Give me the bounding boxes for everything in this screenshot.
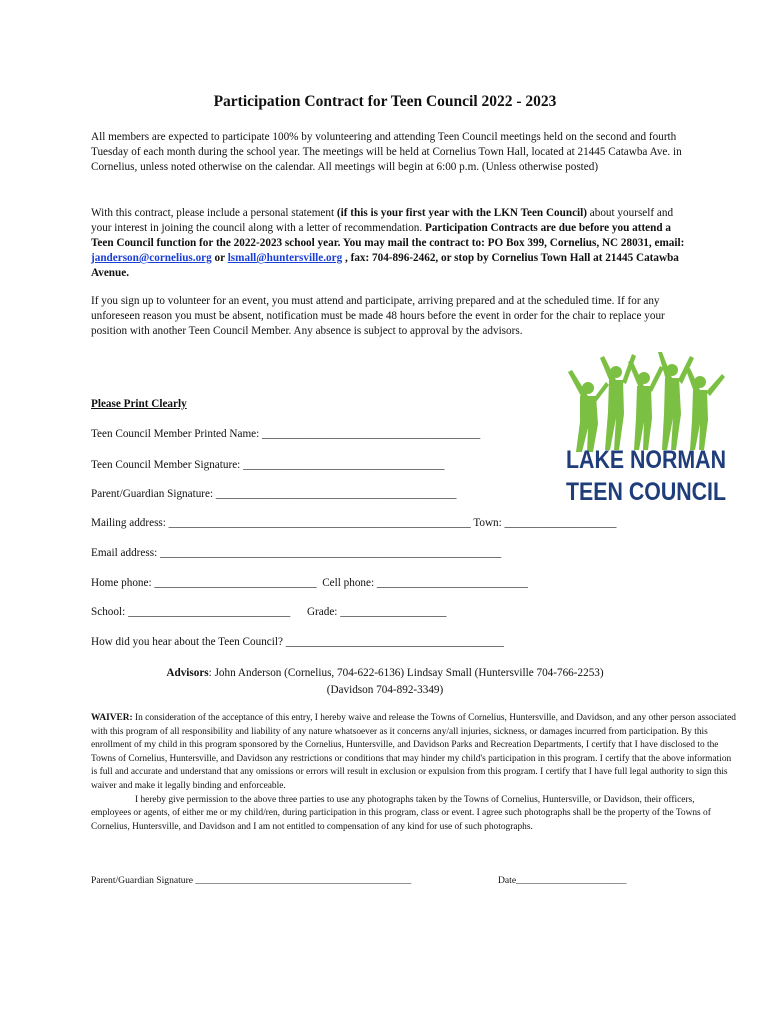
photo-permission-text: I hereby give permission to the above three parties to use any photographs taken by the Towns of Cornelius, Huntersville, or Davidson, their officers, employees or agents, of either me or my child/ren, during participation in this program, class or event. I agree such photographs shall be the property of the Towns of Cornelius, Huntersville, and Davidson and I am not entitled to compensation of any kind for use of such photographs.: [91, 794, 711, 832]
advisors-line-1: Advisors: John Anderson (Cornelius, 704-622-6136) Lindsay Small (Huntersville 704-766-2253): [166, 667, 604, 679]
waiver-block: [91, 712, 736, 834]
logo-line-2: TEEN COUNCIL: [566, 478, 726, 506]
email-link-lsmall[interactable]: lsmall@huntersville.org: [227, 252, 343, 264]
print-clearly-heading: Please Print Clearly: [91, 398, 187, 410]
contract-paragraph: [91, 206, 691, 281]
email-link-janderson[interactable]: janderson@cornelius.org: [91, 252, 212, 264]
page-title: Participation Contract for Teen Council 2022 - 2023: [213, 93, 557, 110]
guardian-signature-field[interactable]: Parent/Guardian Signature: ___________________________________________: [91, 488, 457, 500]
mailing-address-field[interactable]: Mailing address: ______________________________________________________ Town: ____________________: [91, 517, 617, 529]
waiver-text: In consideration of the acceptance of this entry, I hereby waive and release the Towns of Cornelius, Huntersville, and Davidson, and any other person associated with this program of all responsibility and liability of any nature whatsoever as it concerns any/all injuries, sickness, or damages incurred from participation. By this enrollment of my child in this program sponsored by the Cornelius, Huntersville, and Davidson Parks and Recreation Departments, I certify that I have disclosed to the Towns of Cornelius, Huntersville, and Davidson any restrictions or conditions that may hinder my child's participation in this program. I certify that the above information is full and accurate and understand that any omissions or errors will result in exclusion or expulsion from this program. I certify that I have full legal authority to sign this waiver and make it legally binding and enforceable.: [91, 713, 736, 791]
contact-rest: , fax: 704-896-2462, or stop by Cornelius Town Hall at 21445 Catawba Avenue.: [91, 252, 679, 279]
intro-paragraph: All members are expected to participate 100% by volunteering and attending Teen Council meetings held on the second and fourth Tuesday of each month during the school year. The meetings will be held at Cornelius Town Hall, located at 21445 Catawba Ave. in Cornelius, unless noted otherwise on the calendar. All meetings will begin at 6:00 p.m. (Unless otherwise posted): [91, 131, 682, 173]
date-line[interactable]: Date_______________________: [498, 875, 627, 886]
advisors-label: Advisors: [166, 667, 209, 679]
member-name-field[interactable]: Teen Council Member Printed Name: _______________________________________: [91, 428, 481, 440]
logo-line-1: LAKE NORMAN: [566, 446, 726, 474]
school-grade-fields[interactable]: School: _____________________________ Grade: ___________________: [91, 606, 447, 618]
parent-signature-line[interactable]: Parent/Guardian Signature _____________________________________________: [91, 875, 412, 886]
heard-about-field[interactable]: How did you hear about the Teen Council? _______________________________________: [91, 636, 504, 648]
email-address-field[interactable]: Email address: _____________________________________________________________: [91, 547, 502, 559]
advisors-line-2: (Davidson 704-892-3349): [326, 684, 444, 696]
lake-norman-teen-council-logo: [560, 352, 732, 508]
member-signature-field[interactable]: Teen Council Member Signature: ____________________________________: [91, 459, 445, 471]
contract-text-1: With this contract, please include a personal statement: [91, 207, 337, 219]
first-year-note: (if this is your first year with the LKN Teen Council): [336, 207, 587, 219]
advisors-block: [0, 665, 770, 699]
volunteer-paragraph: If you sign up to volunteer for an event, you must attend and participate, arriving prepared and at the scheduled time. If for any unforeseen reason you must be absent, notification must be made 48 hours before the event in order for the chair to replace your position with another Teen Council Member. Any absence is subject to approval by the advisors.: [91, 295, 665, 337]
contract-text-2: about yourself and your interest in joining the council along with a letter of recommendation.: [91, 207, 674, 234]
waiver-label: WAIVER:: [91, 713, 133, 723]
or-text: or: [211, 252, 228, 264]
phone-fields[interactable]: Home phone: _____________________________ Cell phone: ___________________________: [91, 577, 528, 589]
dancing-figures: [568, 352, 725, 452]
due-notice: Participation Contracts are due before you attend a Teen Council function for the 2022-2023 school year. You may mail the contract to: PO Box 399, Cornelius, NC 28031, email:: [91, 222, 685, 249]
